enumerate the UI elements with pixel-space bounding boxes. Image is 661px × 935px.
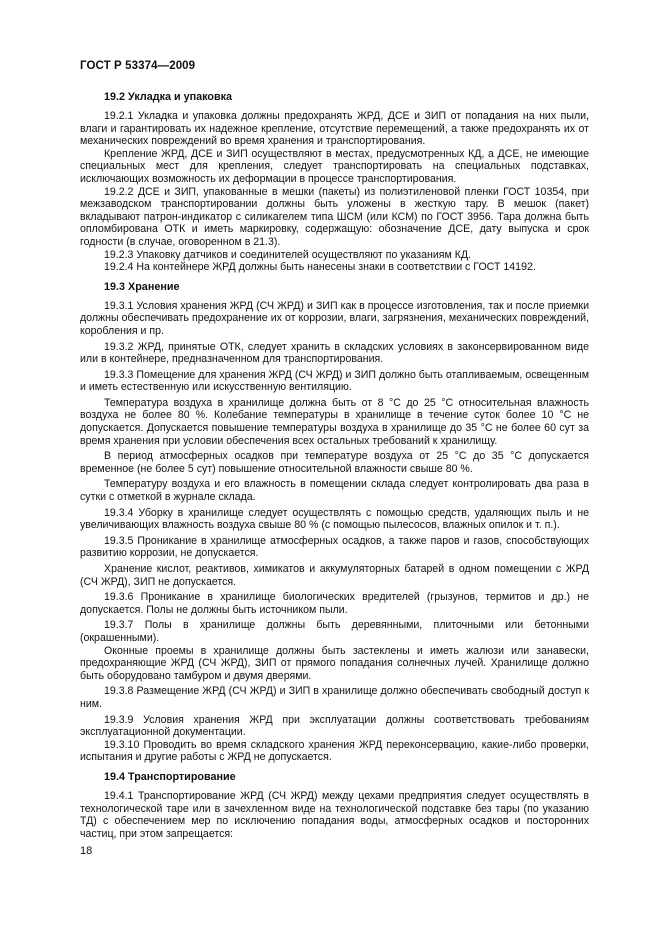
section-heading-19-4: 19.4 Транспортирование (104, 770, 236, 783)
paragraph: 19.3.2 ЖРД, принятые ОТК, следует хранить в складских условиях в законсервированном виде или в контейнере, предназначенном для транспортирования. (80, 340, 589, 366)
paragraph: 19.4.1 Транспортирование ЖРД (СЧ ЖРД) между цехами предприятия следует осуществлять в технологической таре или в зачехленном виде на технологической подставке без тары (по указанию ТД) с обеспечением мер по исключению попадания воды, атмосферных осадков и посторонних частиц, при этом запрещается: (80, 789, 589, 840)
paragraph: 19.2.3 Упаковку датчиков и соединителей осуществляют по указаниям КД. (104, 248, 472, 261)
paragraph: 19.2.4 На контейнере ЖРД должны быть нанесены знаки в соответствии с ГОСТ 14192. (104, 261, 536, 274)
paragraph: 19.3.6 Проникание в хранилище биологических вредителей (грызунов, термитов и др.) не допускается. Полы не должны быть источником пыли. (80, 591, 589, 616)
paragraph: 19.3.8 Размещение ЖРД (СЧ ЖРД) и ЗИП в хранилище должно обеспечивать свободный доступ к ним. (80, 685, 589, 710)
paragraph: 19.3.3 Помещение для хранения ЖРД (СЧ ЖРД) и ЗИП должно быть отапливаемым, освещенным и иметь естественную или искусственную вентиляцию. (80, 368, 589, 394)
paragraph: В период атмосферных осадков при температуре воздуха от 25 °С до 35 °С допускается временное (не более 5 сут) повышение относительной влажности свыше 80 %. (80, 450, 589, 475)
paragraph: Хранение кислот, реактивов, химикатов и аккумуляторных батарей в одном помещении с ЖРД (СЧ ЖРД), ЗИП не допускается. (80, 563, 589, 588)
paragraph: 19.3.1 Условия хранения ЖРД (СЧ ЖРД) и ЗИП как в процессе изготовления, так и после приемки должны обеспечивать предохранение их от коррозии, влаги, загрязнения, механических повреждений, коробления и пр. (80, 299, 589, 337)
paragraph: Крепление ЖРД, ДСЕ и ЗИП осуществляют в местах, предусмотренных КД, а ДСЕ, не имеющие специальных мест для крепления, следует транспортировать на специальных подставках, исключающих возможность их деформации в процессе транспортирования. (80, 147, 589, 185)
paragraph: Температуру воздуха и его влажность в помещении склада следует контролировать два раза в сутки с отметкой в журнале склада. (80, 478, 589, 504)
section-heading-19-3: 19.3 Хранение (104, 280, 180, 293)
paragraph: 19.3.4 Уборку в хранилище следует осуществлять с помощью средств, удаляющих пыль и не увеличивающих влажность воздуха свыше 80 % (с помощью пылесосов, влажных опилок и т. п.). (80, 506, 589, 532)
paragraph: Температура воздуха в хранилище должна быть от 8 °С до 25 °С относительная влажность воздуха не более 80 %. Колебание температуры в хранилище в течение суток более 10 °С не допускается. Допускается повышение температуры воздуха в хранилище до 35 °С не более 60 сут за время хранения при условии обеспечения всех остальных требований к хранилищу. (80, 396, 589, 447)
section-heading-19-2: 19.2 Укладка и упаковка (104, 91, 233, 103)
paragraph: 19.3.10 Проводить во время складского хранения ЖРД переконсервацию, какие-либо проверки, испытания и другие работы с ЖРД не допускается. (80, 738, 589, 764)
standard-header: ГОСТ Р 53374—2009 (80, 60, 196, 72)
paragraph: 19.3.7 Полы в хранилище должны быть деревянными, плиточными или бетонными (окрашенными). (80, 619, 589, 644)
paragraph: 19.2.1 Укладка и упаковка должны предохранять ЖРД, ДСЕ и ЗИП от попадания на них пыли, влаги и гарантировать их надежное крепление, отсутствие перемещений, а также предохранять их от механических повреждений во время хранения и транспортирования. (80, 110, 589, 148)
paragraph: 19.3.5 Проникание в хранилище атмосферных осадков, а также паров и газов, способствующих развитию коррозии, не допускается. (80, 534, 589, 560)
page-body (80, 88, 589, 840)
paragraph: 19.2.2 ДСЕ и ЗИП, упакованные в мешки (пакеты) из полиэтиленовой пленки ГОСТ 10354, при межзаводском транспортировании должны быть уложены в жесткую тару. В мешок (пакет) вкладывают патрон-индикатор с силикагелем типа ШСМ (или КСМ) по ГОСТ 3956. Тара должна быть опломбирована ОТК и иметь маркировку, содержащую: обозначение ДСЕ, дату выпуска и срок годности (в случае, оговоренном в 21.3). (80, 185, 589, 248)
page-number: 18 (80, 845, 93, 857)
paragraph: Оконные проемы в хранилище должны быть застеклены и иметь жалюзи или занавески, предохраняющие ЖРД (СЧ ЖРД), ЗИП от прямого попадания солнечных лучей. Хранилище должно быть оборудовано тамбуром и двумя дверями. (80, 644, 589, 682)
paragraph: 19.3.9 Условия хранения ЖРД при эксплуатации должны соответствовать требованиям эксплуатационной документации. (80, 713, 589, 739)
